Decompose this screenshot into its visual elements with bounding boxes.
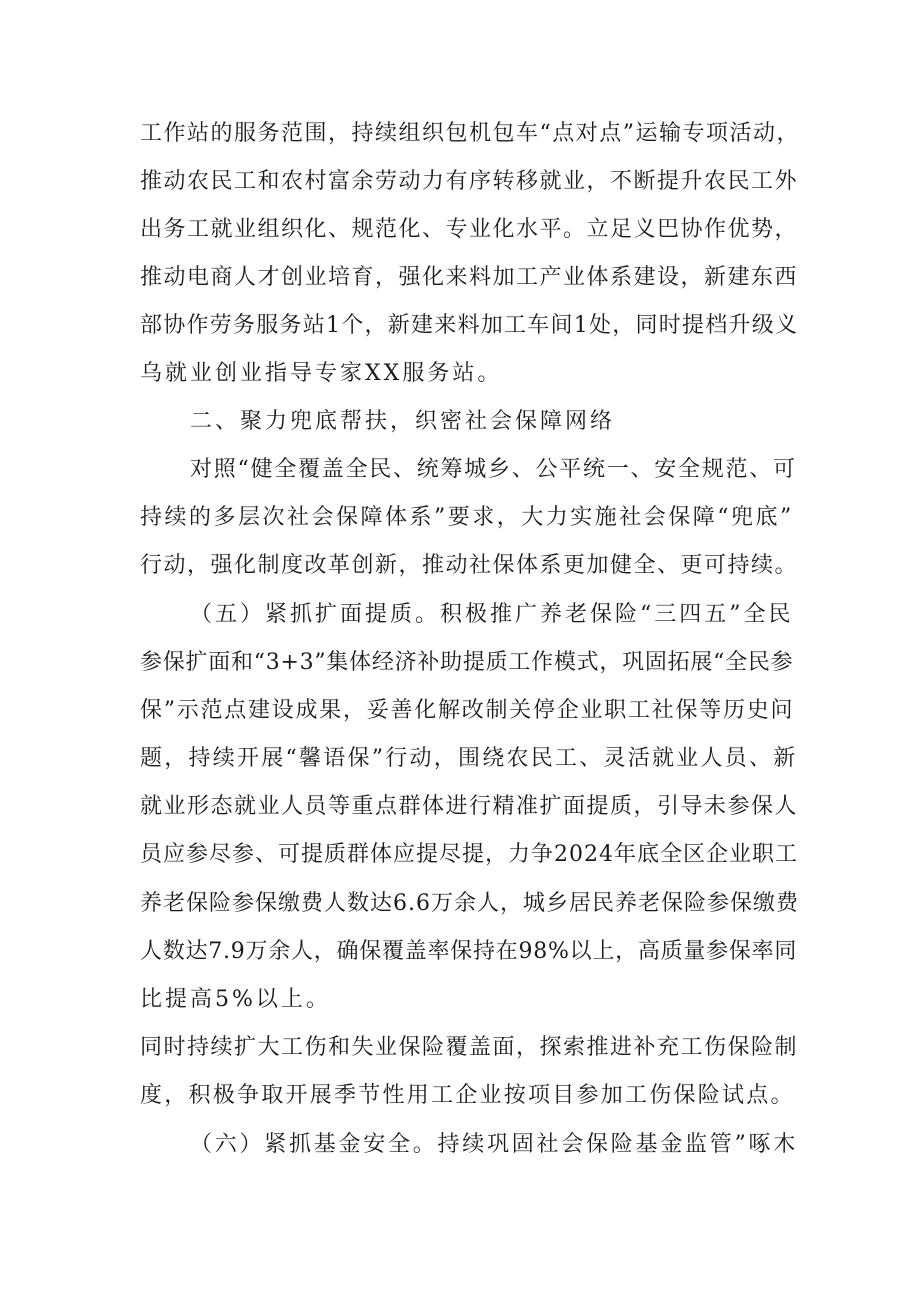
- text-line-10: 行动，强化制度改革创新，推动社保体系更加健全、更可持续。: [140, 553, 799, 578]
- text-line-20: 同时持续扩大工伤和失业保险覆盖面，探索推进补充工伤保险制: [140, 1035, 799, 1060]
- subsection-heading-5: （五）紧抓扩面提质。积极推广养老保险“三四五”全民: [190, 602, 794, 627]
- text-line-3: 出务工就业组织化、规范化、专业化水平。立足义巴协作优势，: [140, 217, 799, 242]
- text-line-15: 就业形态就业人员等重点群体进行精准扩面提质，引导未参保人: [140, 794, 799, 819]
- text-line-17: 养老保险参保缴费人数达6.6万余人，城乡居民养老保险参保缴费: [140, 891, 799, 916]
- text-line-4: 推动电商人才创业培育，强化来料加工产业体系建设，新建东西: [140, 265, 799, 290]
- text-line-12: 参保扩面和“3+3”集体经济补助提质工作模式，巩固拓展“全民参: [140, 650, 794, 675]
- text-line-21: 度，积极争取开展季节性用工企业按项目参加工伤保险试点。: [140, 1083, 795, 1108]
- text-line-9: 持续的多层次社会保障体系”要求，大力实施社会保障“兜底”: [140, 505, 794, 530]
- text-line-6: 乌就业创业指导专家XX服务站。: [140, 361, 503, 386]
- section-heading: 二、聚力兜底帮扶，织密社会保障网络: [190, 409, 616, 434]
- text-line-13: 保”示范点建设成果，妥善化解改制关停企业职工社保等历史问: [140, 698, 795, 723]
- text-line-19: 比提高5%以上。: [140, 987, 331, 1012]
- text-line-1: 工作站的服务范围，持续组织包机包车“点对点”运输专项活动，: [140, 121, 800, 146]
- subsection-heading-6: （六）紧抓基金安全。持续巩固社会保险基金监管”啄木: [190, 1132, 798, 1157]
- text-line-8: 对照“健全覆盖全民、统筹城乡、公平统一、安全规范、可: [190, 457, 797, 482]
- text-line-16: 员应参尽参、可提质群体应提尽提，力争2024年底全区企业职工: [140, 842, 798, 867]
- text-line-2: 推动农民工和农村富余劳动力有序转移就业，不断提升农民工外: [140, 169, 799, 194]
- text-line-18: 人数达7.9万余人，确保覆盖率保持在98%以上，高质量参保率同: [140, 939, 798, 964]
- text-line-5: 部协作劳务服务站1个，新建来料加工车间1处，同时提档升级义: [140, 313, 799, 338]
- text-line-14: 题，持续开展“馨语保”行动，围绕农民工、灵活就业人员、新: [140, 746, 798, 771]
